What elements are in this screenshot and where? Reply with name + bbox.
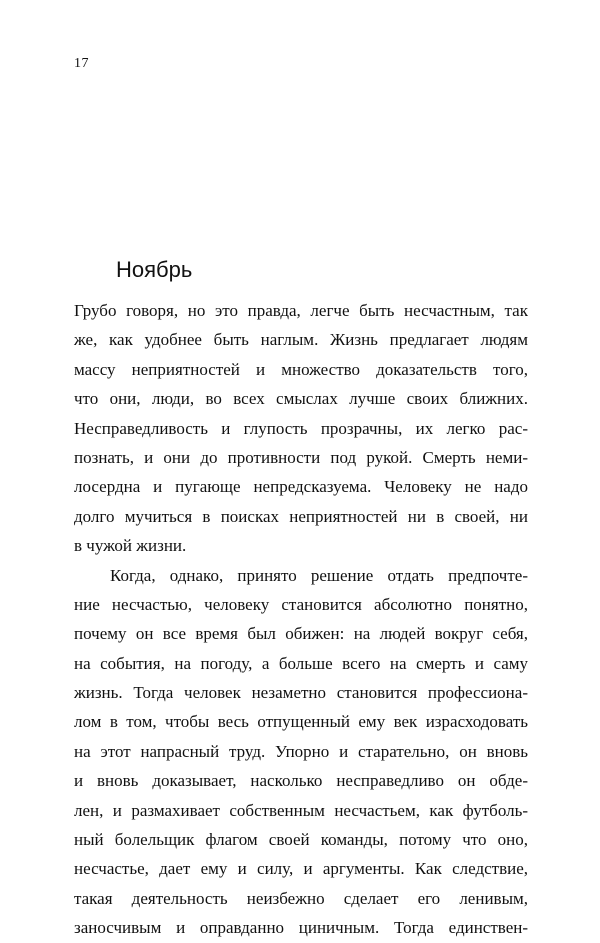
page-number: 17 <box>74 56 89 71</box>
text-line: Когда, однако, принято решение отдать предпочте- <box>110 565 528 585</box>
text-line: в чужой жизни. <box>74 536 187 556</box>
text-line: массу неприятностей и множество доказательств того, <box>74 359 528 379</box>
text-line: такая деятельность неизбежно сделает его ленивым, <box>74 888 528 908</box>
text-line: несчастье, дает ему и силу, и аргументы. Как следствие, <box>74 859 528 879</box>
text-line: же, как удобнее быть наглым. Жизнь предлагает людям <box>74 330 528 350</box>
text-line: на этот напрасный труд. Упорно и старательно, он вновь <box>74 741 528 761</box>
text-line: что они, люди, во всех смыслах лучше своих ближних. <box>74 389 528 409</box>
chapter-title: Ноябрь <box>116 257 193 282</box>
text-line: Несправедливость и глупость прозрачны, их легко рас- <box>74 418 528 438</box>
text-line: лен, и размахивает собственным несчастьем, как футболь- <box>74 800 528 820</box>
text-line: Грубо говоря, но это правда, легче быть несчастным, так <box>74 301 528 320</box>
text-line: почему он все время был обижен: на людей вокруг себя, <box>74 624 528 644</box>
text-line: лом в том, чтобы весь отпущенный ему век израсходовать <box>74 712 528 732</box>
text-line: долго мучиться в поисках неприятностей ни в своей, ни <box>74 506 528 526</box>
text-line: жизнь. Тогда человек незаметно становится профессиона- <box>74 683 528 703</box>
text-line: лосердна и пугающе непредсказуема. Человеку не надо <box>74 477 528 497</box>
text-line: заносчивым и оправданно циничным. Тогда единствен- <box>74 918 528 938</box>
body-text <box>74 296 528 943</box>
text-line: познать, и они до противности под рукой. Смерть неми- <box>74 447 528 467</box>
text-line: ный болельщик флагом своей команды, потому что оно, <box>74 830 528 850</box>
text-line: на события, на погоду, а больше всего на смерть и саму <box>74 653 528 673</box>
text-line: и вновь доказывает, насколько несправедливо он обде- <box>74 771 528 791</box>
text-line: ние несчастью, человеку становится абсолютно понятно, <box>74 594 528 614</box>
